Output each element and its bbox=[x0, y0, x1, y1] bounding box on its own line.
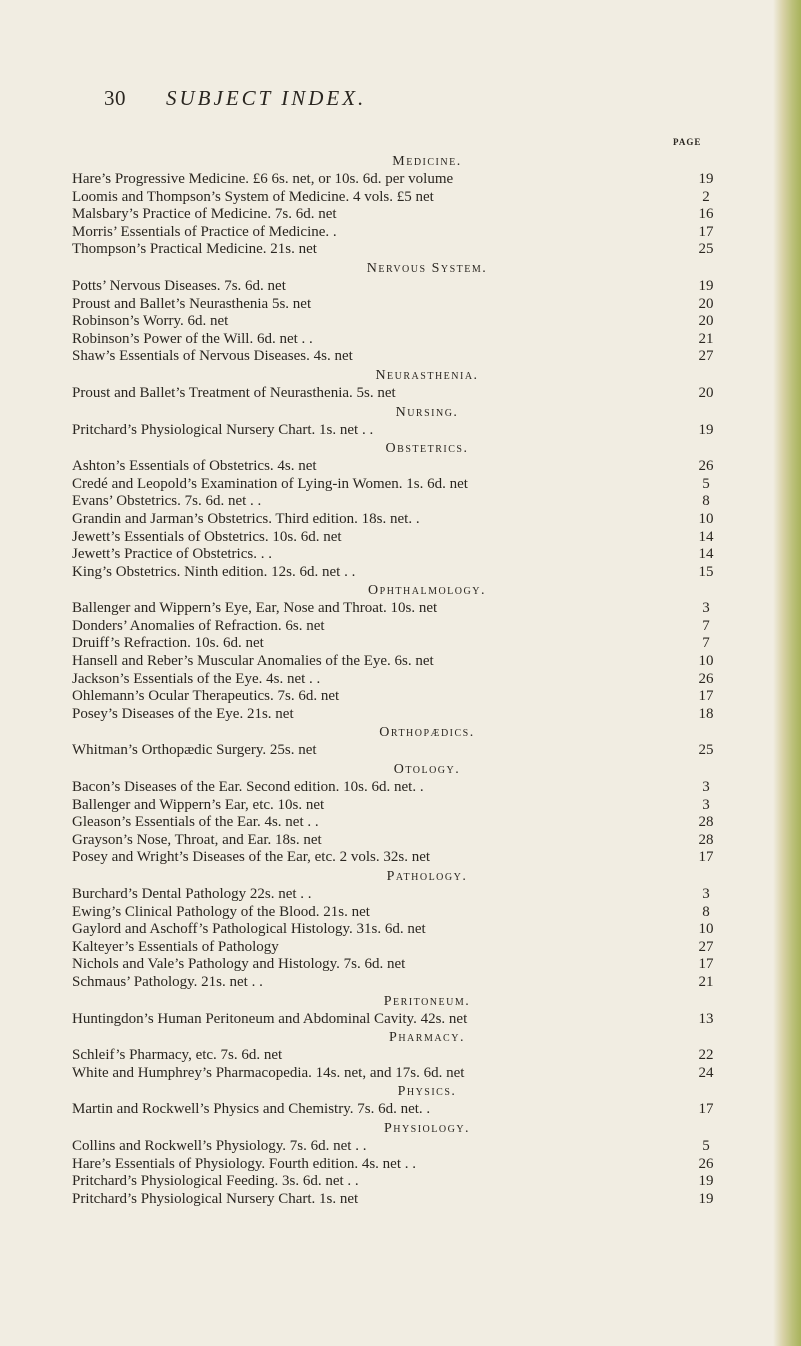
entry-page-number: 28 bbox=[698, 814, 714, 831]
entry-title: Pritchard’s Physiological Feeding. 3s. 6d. net . . bbox=[72, 1173, 359, 1190]
index-entry bbox=[72, 493, 722, 511]
section-heading: Otology. bbox=[393, 762, 461, 778]
entry-title: Collins and Rockwell’s Physiology. 7s. 6d. net . . bbox=[72, 1137, 367, 1154]
index-entry bbox=[72, 278, 722, 296]
index-entry bbox=[72, 206, 722, 224]
index-entry bbox=[72, 458, 722, 476]
section-heading: Ophthalmology. bbox=[368, 583, 486, 599]
index-entry bbox=[72, 706, 722, 724]
entry-title: Druiff’s Refraction. 10s. 6d. net bbox=[72, 635, 264, 652]
entry-title: Grayson’s Nose, Throat, and Ear. 18s. net bbox=[72, 831, 322, 848]
index-entry bbox=[72, 385, 722, 403]
entry-page-number: 17 bbox=[698, 1101, 714, 1118]
entry-page-number: 8 bbox=[702, 493, 710, 510]
entry-page-number: 2 bbox=[702, 188, 710, 205]
entry-title: Ohlemann’s Ocular Therapeutics. 7s. 6d. net bbox=[72, 688, 340, 705]
entry-title: Martin and Rockwell’s Physics and Chemistry. 7s. 6d. net. . bbox=[72, 1101, 431, 1118]
entry-page-number: 20 bbox=[698, 313, 714, 330]
index-entry bbox=[72, 832, 722, 850]
entry-page-number: 19 bbox=[698, 421, 714, 438]
entry-title: Donders’ Anomalies of Refraction. 6s. net bbox=[72, 617, 325, 634]
entry-title: Proust and Ballet’s Treatment of Neurasthenia. 5s. net bbox=[72, 384, 396, 401]
entry-title: Jewett’s Essentials of Obstetrics. 10s. 6d. net bbox=[72, 528, 342, 545]
index-entry bbox=[72, 1011, 722, 1029]
entry-page-number: 26 bbox=[698, 670, 714, 687]
entry-title: Whitman’s Orthopædic Surgery. 25s. net bbox=[72, 742, 317, 759]
entry-page-number: 21 bbox=[698, 973, 714, 990]
index-entry bbox=[72, 635, 722, 653]
entry-title: Hare’s Essentials of Physiology. Fourth edition. 4s. net . . bbox=[72, 1155, 417, 1172]
index-entry bbox=[72, 742, 722, 760]
entry-page-number: 21 bbox=[698, 330, 714, 347]
entry-title: Pritchard’s Physiological Nursery Chart. 1s. net bbox=[72, 1190, 359, 1207]
index-entry bbox=[72, 1101, 722, 1119]
index-entry bbox=[72, 653, 722, 671]
section-heading: Peritoneum. bbox=[383, 993, 471, 1009]
entry-page-number: 27 bbox=[698, 938, 714, 955]
index-entry bbox=[72, 974, 722, 992]
index-entry bbox=[72, 904, 722, 922]
entry-title: Gleason’s Essentials of the Ear. 4s. net . . bbox=[72, 814, 319, 831]
section-heading: Neurasthenia. bbox=[375, 367, 479, 383]
entry-page-number: 7 bbox=[702, 635, 710, 652]
section-heading: Pharmacy. bbox=[389, 1030, 465, 1046]
index-entry bbox=[72, 422, 722, 440]
entry-title: Bacon’s Diseases of the Ear. Second edition. 10s. 6d. net. . bbox=[72, 779, 424, 796]
index-entry bbox=[72, 476, 722, 494]
section-heading: Nursing. bbox=[395, 404, 459, 420]
index-content bbox=[72, 152, 722, 1208]
entry-page-number: 13 bbox=[698, 1010, 714, 1027]
entry-page-number: 10 bbox=[698, 653, 714, 670]
entry-page-number: 17 bbox=[698, 223, 714, 240]
entry-title: White and Humphrey’s Pharmacopedia. 14s. net, and 17s. 6d. net bbox=[72, 1064, 465, 1081]
entry-title: Pritchard’s Physiological Nursery Chart. 1s. net . . bbox=[72, 421, 374, 438]
entry-page-number: 20 bbox=[698, 295, 714, 312]
entry-title: Hare’s Progressive Medicine. £6 6s. net, or 10s. 6d. per volume bbox=[72, 171, 454, 187]
entry-title: Thompson’s Practical Medicine. 21s. net bbox=[72, 241, 317, 258]
index-entry bbox=[72, 224, 722, 242]
index-entry bbox=[72, 1047, 722, 1065]
entry-title: Huntingdon’s Human Peritoneum and Abdominal Cavity. 42s. net bbox=[72, 1010, 468, 1027]
index-entry bbox=[72, 546, 722, 564]
section-heading: Physics. bbox=[397, 1084, 457, 1100]
index-entry bbox=[72, 939, 722, 957]
section-heading: Nervous System. bbox=[366, 260, 488, 276]
entry-title: Ballenger and Wippern’s Ear, etc. 10s. net bbox=[72, 796, 325, 813]
entry-page-number: 8 bbox=[702, 903, 710, 920]
entry-page-number: 26 bbox=[698, 458, 714, 475]
index-entry bbox=[72, 331, 722, 349]
index-entry bbox=[72, 348, 722, 366]
entry-title: Schmaus’ Pathology. 21s. net . . bbox=[72, 973, 263, 990]
entry-title: Ballenger and Wippern’s Eye, Ear, Nose and Throat. 10s. net bbox=[72, 600, 438, 617]
entry-title: Ashton’s Essentials of Obstetrics. 4s. net bbox=[72, 458, 317, 475]
entry-page-number: 17 bbox=[698, 849, 714, 866]
entry-page-number: 10 bbox=[698, 510, 714, 527]
entry-page-number: 24 bbox=[698, 1064, 714, 1081]
page-header bbox=[104, 86, 704, 116]
entry-title: Morris’ Essentials of Practice of Medicine. . bbox=[72, 223, 337, 240]
entry-page-number: 3 bbox=[702, 796, 710, 813]
index-entry bbox=[72, 189, 722, 207]
index-entry bbox=[72, 814, 722, 832]
entry-page-number: 28 bbox=[698, 831, 714, 848]
index-entry bbox=[72, 886, 722, 904]
index-entry bbox=[72, 688, 722, 706]
entry-page-number: 25 bbox=[698, 241, 714, 258]
entry-title: Burchard’s Dental Pathology 22s. net . . bbox=[72, 886, 312, 902]
index-entry bbox=[72, 600, 722, 618]
index-entry bbox=[72, 296, 722, 314]
entry-page-number: 17 bbox=[698, 956, 714, 973]
index-entry bbox=[72, 1191, 722, 1209]
entry-page-number: 25 bbox=[698, 742, 714, 759]
entry-page-number: 10 bbox=[698, 921, 714, 938]
entry-title: Posey and Wright’s Diseases of the Ear, etc. 2 vols. 32s. net bbox=[72, 849, 431, 866]
index-entry bbox=[72, 171, 722, 189]
entry-title: Robinson’s Worry. 6d. net bbox=[72, 313, 229, 330]
index-entry bbox=[72, 849, 722, 867]
index-entry bbox=[72, 1156, 722, 1174]
entry-title: Schleif’s Pharmacy, etc. 7s. 6d. net bbox=[72, 1047, 283, 1064]
index-entry bbox=[72, 1065, 722, 1083]
running-title: SUBJECT INDEX. bbox=[166, 86, 367, 110]
entry-page-number: 14 bbox=[698, 528, 714, 545]
entry-title: Credé and Leopold’s Examination of Lying-in Women. 1s. 6d. net bbox=[72, 475, 468, 492]
entry-title: Proust and Ballet’s Neurasthenia 5s. net bbox=[72, 295, 312, 312]
entry-title: Robinson’s Power of the Will. 6d. net . . bbox=[72, 330, 313, 347]
section-heading: Physiology. bbox=[383, 1120, 471, 1136]
entry-page-number: 19 bbox=[698, 171, 714, 187]
index-entry bbox=[72, 241, 722, 259]
entry-page-number: 15 bbox=[698, 563, 714, 580]
entry-title: Hansell and Reber’s Muscular Anomalies of the Eye. 6s. net bbox=[72, 653, 434, 670]
entry-title: King’s Obstetrics. Ninth edition. 12s. 6d. net . . bbox=[72, 563, 356, 580]
entry-page-number: 27 bbox=[698, 348, 714, 365]
entry-title: Nichols and Vale’s Pathology and Histology. 7s. 6d. net bbox=[72, 956, 406, 973]
entry-page-number: 3 bbox=[702, 779, 710, 796]
index-entry bbox=[72, 671, 722, 689]
entry-page-number: 3 bbox=[702, 886, 710, 902]
page-number: 30 bbox=[104, 86, 126, 110]
index-entry bbox=[72, 797, 722, 815]
entry-title: Grandin and Jarman’s Obstetrics. Third edition. 18s. net. . bbox=[72, 510, 420, 527]
entry-page-number: 3 bbox=[702, 600, 710, 617]
entry-title: Potts’ Nervous Diseases. 7s. 6d. net bbox=[72, 277, 286, 294]
index-entry bbox=[72, 529, 722, 547]
entry-title: Kalteyer’s Essentials of Pathology bbox=[72, 938, 279, 955]
entry-title: Posey’s Diseases of the Eye. 21s. net bbox=[72, 705, 294, 722]
entry-page-number: 20 bbox=[698, 384, 714, 401]
entry-page-number: 19 bbox=[698, 1190, 714, 1207]
index-entry bbox=[72, 921, 722, 939]
index-entry bbox=[72, 564, 722, 582]
index-entry bbox=[72, 511, 722, 529]
section-heading: Pathology. bbox=[386, 869, 468, 884]
entry-page-number: 14 bbox=[698, 546, 714, 563]
entry-title: Ewing’s Clinical Pathology of the Blood. 21s. net bbox=[72, 903, 370, 920]
entry-page-number: 26 bbox=[698, 1155, 714, 1172]
index-entry bbox=[72, 779, 722, 797]
entry-page-number: 5 bbox=[702, 475, 710, 492]
section-heading: Orthopædics. bbox=[379, 725, 475, 741]
entry-page-number: 19 bbox=[698, 1173, 714, 1190]
entry-page-number: 22 bbox=[698, 1047, 714, 1064]
entry-page-number: 19 bbox=[698, 277, 714, 294]
section-heading: Medicine. bbox=[392, 154, 462, 169]
entry-title: Shaw’s Essentials of Nervous Diseases. 4s. net bbox=[72, 348, 353, 365]
entry-title: Evans’ Obstetrics. 7s. 6d. net . . bbox=[72, 493, 262, 510]
entry-page-number: 18 bbox=[698, 705, 714, 722]
entry-title: Loomis and Thompson’s System of Medicine. 4 vols. £5 net bbox=[72, 188, 434, 205]
index-entry bbox=[72, 1173, 722, 1191]
index-entry bbox=[72, 1138, 722, 1156]
entry-title: Malsbary’s Practice of Medicine. 7s. 6d. net bbox=[72, 206, 337, 223]
entry-title: Jewett’s Practice of Obstetrics. . . bbox=[72, 546, 272, 563]
page-edge-shadow bbox=[773, 0, 801, 1346]
entry-page-number: 5 bbox=[702, 1137, 710, 1154]
page-column-label: PAGE bbox=[673, 137, 702, 147]
section-heading: Obstetrics. bbox=[385, 441, 469, 457]
entry-title: Gaylord and Aschoff’s Pathological Histology. 31s. 6d. net bbox=[72, 921, 426, 938]
entry-page-number: 16 bbox=[698, 206, 714, 223]
index-entry bbox=[72, 313, 722, 331]
index-entry bbox=[72, 956, 722, 974]
entry-page-number: 7 bbox=[702, 617, 710, 634]
index-entry bbox=[72, 618, 722, 636]
entry-page-number: 17 bbox=[698, 688, 714, 705]
entry-title: Jackson’s Essentials of the Eye. 4s. net . . bbox=[72, 670, 321, 687]
